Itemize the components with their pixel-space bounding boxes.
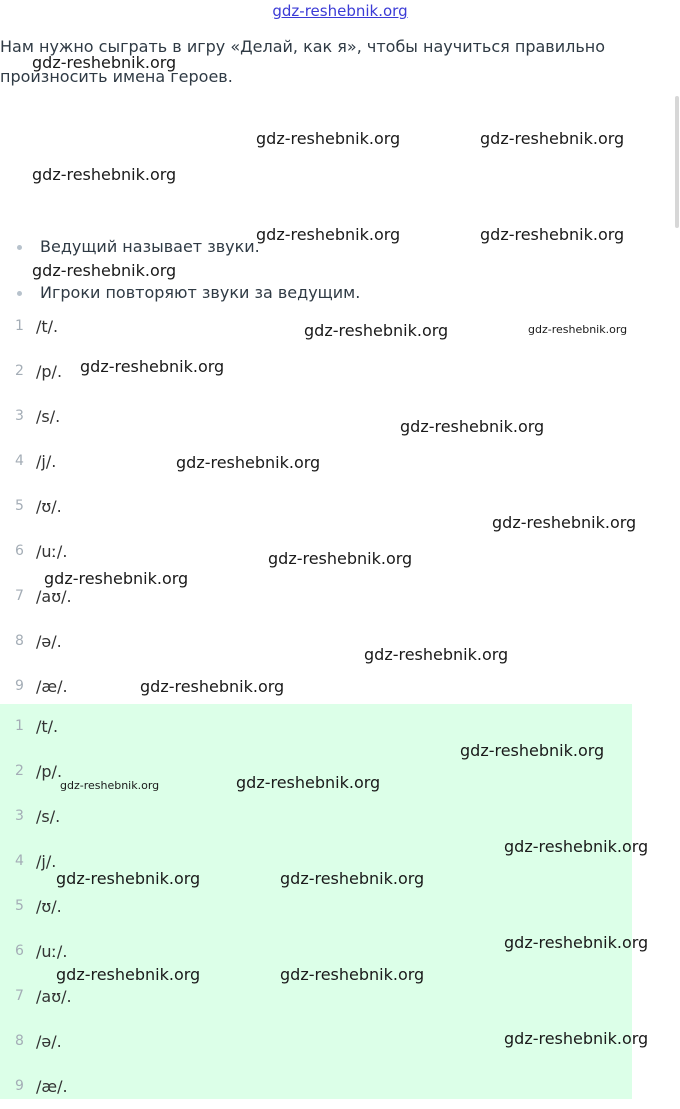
watermark: gdz-reshebnik.org	[364, 645, 509, 664]
watermark: gdz-reshebnik.org	[176, 453, 321, 472]
sound-text: /ʊ/.	[36, 897, 62, 916]
item-number: 4	[15, 453, 24, 469]
watermark: gdz-reshebnik.org	[504, 933, 649, 952]
rule-text: Ведущий называет звуки.	[40, 237, 260, 256]
sound-text: /ʊ/.	[36, 497, 62, 516]
watermark: gdz-reshebnik.org	[304, 321, 449, 340]
rule-text: Игроки повторяют звуки за ведущим.	[40, 283, 361, 302]
watermark: gdz-reshebnik.org	[56, 869, 201, 888]
item-number: 5	[15, 898, 24, 914]
item-number: 3	[15, 808, 24, 824]
list-item	[0, 794, 632, 839]
item-number: 8	[15, 1033, 24, 1049]
watermark: gdz-reshebnik.org	[480, 129, 625, 148]
list-item	[0, 884, 632, 929]
watermark: gdz-reshebnik.org	[32, 165, 177, 184]
sound-text: /aʊ/.	[36, 987, 72, 1006]
watermark: gdz-reshebnik.org	[400, 417, 545, 436]
list-item	[0, 619, 632, 664]
sound-text: /æ/.	[36, 1077, 68, 1096]
watermark: gdz-reshebnik.org	[60, 779, 160, 792]
watermark: gdz-reshebnik.org	[256, 225, 401, 244]
sound-text: /t/.	[36, 317, 59, 336]
item-number: 7	[15, 588, 24, 604]
watermark: gdz-reshebnik.org	[44, 569, 189, 588]
scrollbar[interactable]	[675, 96, 679, 228]
item-number: 9	[15, 1078, 24, 1094]
sound-text: /ə/.	[36, 632, 62, 651]
item-number: 3	[15, 408, 24, 424]
watermark: gdz-reshebnik.org	[80, 357, 225, 376]
watermark: gdz-reshebnik.org	[280, 965, 425, 984]
item-number: 1	[15, 718, 24, 734]
watermark: gdz-reshebnik.org	[268, 549, 413, 568]
list-item	[0, 664, 632, 709]
watermark: gdz-reshebnik.org	[504, 1029, 649, 1048]
item-number: 2	[15, 363, 24, 379]
watermark: gdz-reshebnik.org	[256, 129, 401, 148]
bullet-icon	[17, 291, 22, 296]
sound-text: /s/.	[36, 807, 61, 826]
intro-text: Нам нужно сыграть в игру «Делай, как я», чтобы научиться правильно произносить имена героев.	[0, 37, 606, 86]
sound-text: /p/.	[36, 762, 63, 781]
item-number: 8	[15, 633, 24, 649]
sound-text: /j/.	[36, 452, 57, 471]
item-number: 7	[15, 988, 24, 1004]
item-number: 6	[15, 543, 24, 559]
watermark: gdz-reshebnik.org	[140, 677, 285, 696]
watermark: gdz-reshebnik.org	[504, 837, 649, 856]
watermark: gdz-reshebnik.org	[56, 965, 201, 984]
sound-text: /aʊ/.	[36, 587, 72, 606]
bullet-icon	[17, 245, 22, 250]
item-number: 4	[15, 853, 24, 869]
item-number: 1	[15, 318, 24, 334]
sound-text: /uː/.	[36, 542, 68, 561]
watermark: gdz-reshebnik.org	[32, 53, 177, 72]
watermark: gdz-reshebnik.org	[280, 869, 425, 888]
item-number: 2	[15, 763, 24, 779]
item-number: 6	[15, 943, 24, 959]
watermark: gdz-reshebnik.org	[480, 225, 625, 244]
watermark: gdz-reshebnik.org	[236, 773, 381, 792]
watermark: gdz-reshebnik.org	[492, 513, 637, 532]
watermark: gdz-reshebnik.org	[460, 741, 605, 760]
sound-text: /p/.	[36, 362, 63, 381]
sound-text: /ə/.	[36, 1032, 62, 1051]
sound-text: /t/.	[36, 717, 59, 736]
item-number: 5	[15, 498, 24, 514]
sound-text: /æ/.	[36, 677, 68, 696]
sound-text: /j/.	[36, 852, 57, 871]
sound-text: /uː/.	[36, 942, 68, 961]
site-header-link[interactable]: gdz-reshebnik.org	[272, 2, 408, 20]
list-item	[0, 1064, 632, 1109]
watermark: gdz-reshebnik.org	[32, 261, 177, 280]
item-number: 9	[15, 678, 24, 694]
sound-text: /s/.	[36, 407, 61, 426]
watermark: gdz-reshebnik.org	[528, 323, 628, 336]
